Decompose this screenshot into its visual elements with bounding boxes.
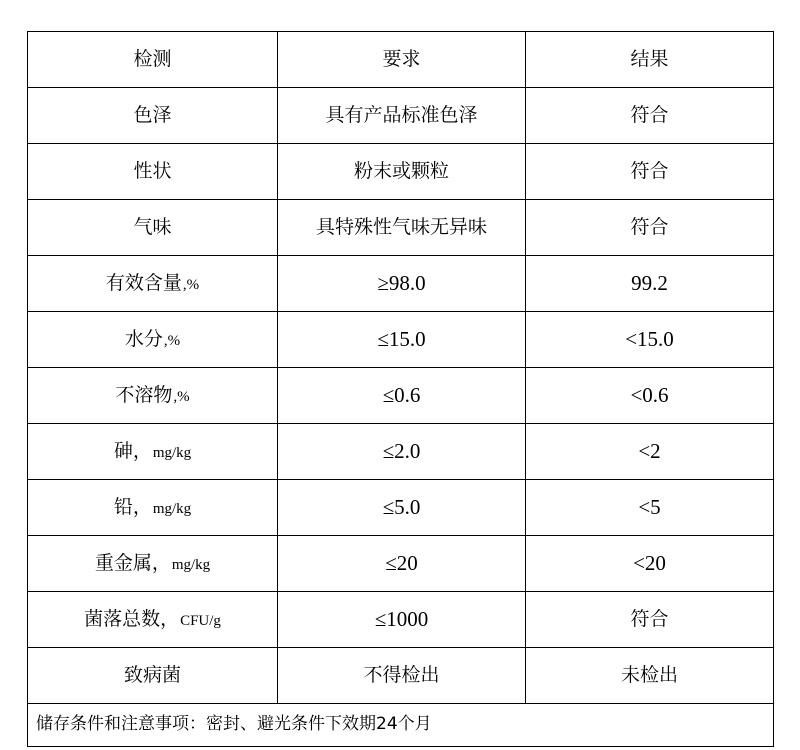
cell-result: 符合 (526, 144, 774, 200)
header-cell-requirement (278, 32, 526, 88)
cell-result: 符合 (526, 592, 774, 648)
header-cell-result (526, 32, 774, 88)
cell-requirement: ≤2.0 (278, 424, 526, 480)
cell-item: 铅， mg/kg (28, 480, 278, 536)
table-row (28, 256, 774, 312)
cell-requirement: ≤0.6 (278, 368, 526, 424)
table-row (28, 480, 774, 536)
cell-result: 99.2 (526, 256, 774, 312)
header-label-item: 检测 (133, 48, 172, 70)
cell-result: <5 (526, 480, 774, 536)
table-row (28, 88, 774, 144)
cell-requirement: ≥98.0 (278, 256, 526, 312)
cell-result: 未检出 (526, 648, 774, 704)
table-row (28, 368, 774, 424)
header-label-requirement: 要求 (382, 48, 421, 70)
table-row (28, 648, 774, 704)
table-row (28, 424, 774, 480)
cell-requirement: ≤20 (278, 536, 526, 592)
cell-requirement: ≤1000 (278, 592, 526, 648)
cell-result: <2 (526, 424, 774, 480)
cell-requirement: 不得检出 (278, 648, 526, 704)
cell-result: <20 (526, 536, 774, 592)
cell-item: 气味 (28, 200, 278, 256)
cell-result: <15.0 (526, 312, 774, 368)
cell-requirement: 具特殊性气味无异味 (278, 200, 526, 256)
cell-item: 水分 ,% (28, 312, 278, 368)
cell-requirement: 具有产品标准色泽 (278, 88, 526, 144)
table-footer-row (28, 704, 774, 747)
table-row (28, 592, 774, 648)
table-row (28, 536, 774, 592)
specification-table (27, 31, 774, 747)
cell-item: 菌落总数， CFU/g (28, 592, 278, 648)
cell-result: 符合 (526, 88, 774, 144)
table-row (28, 144, 774, 200)
table-header-row (28, 32, 774, 88)
cell-item: 砷， mg/kg (28, 424, 278, 480)
cell-requirement: ≤15.0 (278, 312, 526, 368)
header-cell-item (28, 32, 278, 88)
cell-item: 有效含量 ,% (28, 256, 278, 312)
table-row (28, 200, 774, 256)
cell-requirement: ≤5.0 (278, 480, 526, 536)
cell-result: 符合 (526, 200, 774, 256)
cell-item: 不溶物 ,% (28, 368, 278, 424)
cell-item: 重金属， mg/kg (28, 536, 278, 592)
cell-item: 性状 (28, 144, 278, 200)
header-label-result: 结果 (630, 48, 669, 70)
table-row (28, 312, 774, 368)
cell-result: <0.6 (526, 368, 774, 424)
cell-item: 致病菌 (28, 648, 278, 704)
storage-note: 储存条件和注意事项：密封、避光条件下效期24个月 (28, 704, 774, 747)
cell-requirement: 粉末或颗粒 (278, 144, 526, 200)
cell-item: 色泽 (28, 88, 278, 144)
